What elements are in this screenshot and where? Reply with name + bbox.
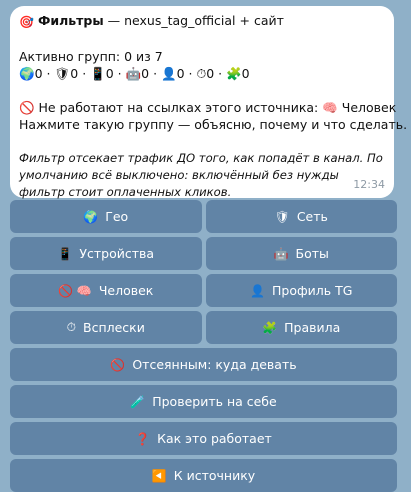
bots-label: Боты [295, 246, 329, 261]
how-button[interactable] [10, 422, 397, 455]
test-tube-icon: 🧪 [130, 394, 146, 409]
back-button[interactable] [10, 459, 397, 492]
back-label: К источнику [173, 468, 256, 483]
user-icon: 👤 [250, 283, 265, 298]
shield-icon: 🛡 [274, 209, 290, 224]
blocked-icon: 🚫 [110, 357, 126, 372]
profile-label: Профиль TG [272, 283, 353, 298]
group-counts: 🌍0 · 🛡0 · 📱0 · 🤖0 · 👤0 · ⏱0 · 🧩0 [19, 66, 250, 81]
blocked-brain-icon: 🚫 🧠 [58, 283, 92, 298]
devices-label: Устройства [79, 246, 155, 261]
hint-text: Нажмите такую группу — объясню, почему и что сделать. [19, 117, 408, 132]
message-title [19, 12, 385, 31]
bursts-label: Всплески [83, 320, 145, 335]
title-rest: — nexus_tag_official + сайт [103, 13, 284, 28]
back-arrow-icon: ◀️ [151, 468, 167, 483]
geo-button[interactable] [10, 200, 202, 233]
phone-icon: 📱 [57, 246, 73, 261]
rejected-label: Отсеянным: куда девать [132, 357, 297, 372]
profile-button[interactable] [206, 274, 398, 307]
test-button[interactable] [10, 385, 397, 418]
rules-label: Правила [284, 320, 341, 335]
message-time: 12:34 [353, 178, 385, 191]
geo-label: Гео [105, 209, 129, 224]
test-label: Проверить на себе [152, 394, 277, 409]
rules-button[interactable] [206, 311, 398, 344]
message-bubble [10, 6, 408, 199]
network-button[interactable] [206, 200, 398, 233]
human-label: Человек [98, 283, 154, 298]
active-groups-text: Активно групп: 0 из 7 [19, 49, 163, 64]
human-button[interactable] [10, 274, 202, 307]
globe-icon: 🌍 [83, 209, 99, 224]
title-bold: Фильтры [37, 13, 104, 28]
how-label: Как это работает [157, 431, 272, 446]
bursts-button[interactable] [10, 311, 202, 344]
puzzle-icon: 🧩 [262, 320, 278, 335]
devices-button[interactable] [10, 237, 202, 270]
robot-icon: 🤖 [273, 246, 289, 261]
question-icon: ❓ [135, 431, 151, 446]
timer-icon: ⏱ [66, 320, 76, 334]
bots-button[interactable] [206, 237, 398, 270]
network-label: Сеть [296, 209, 328, 224]
filter-note: Фильтр отсекает трафик ДО того, как попадёт в канал. По умолчанию всё выключено: включённый без нужды фильтр стоит оплаченных кликов. [19, 151, 383, 199]
inline-keyboard [10, 200, 397, 492]
warning-text: 🚫 Не работают на ссылках этого источника: 🧠 Человек [19, 100, 397, 115]
target-icon: 🎯 [19, 15, 34, 29]
rejected-button[interactable] [10, 348, 397, 381]
